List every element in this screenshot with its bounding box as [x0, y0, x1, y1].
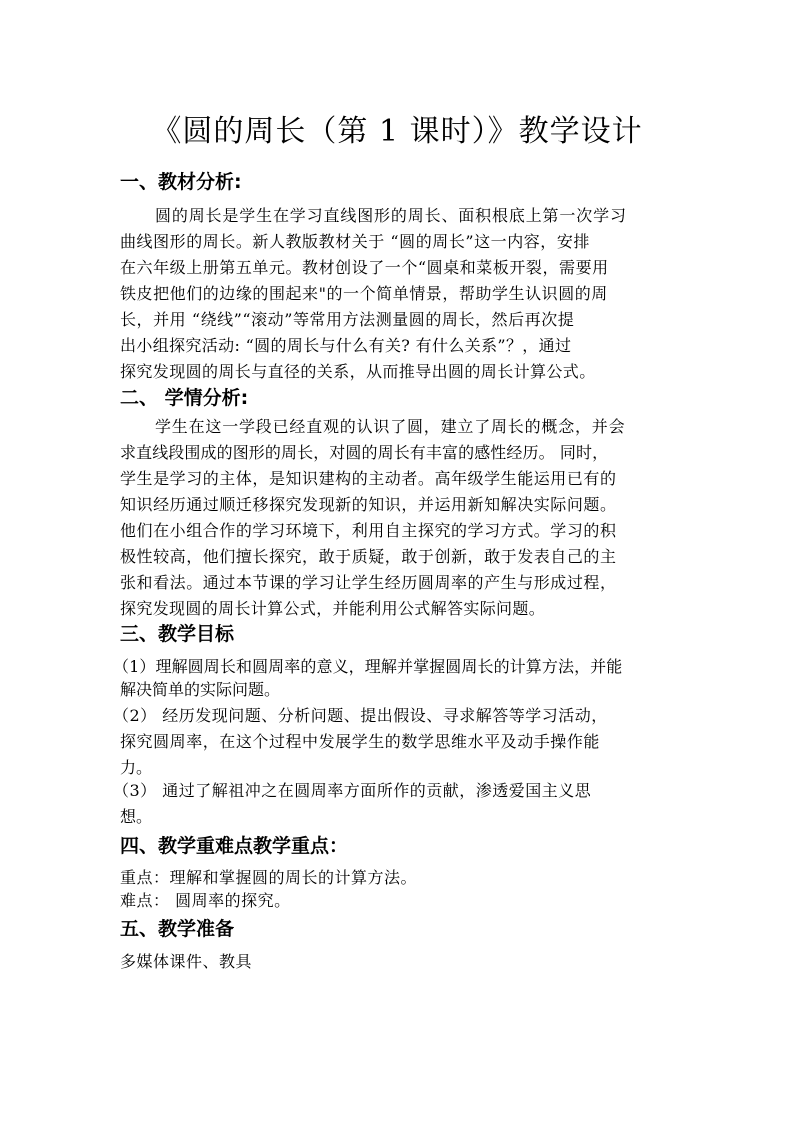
paragraph-line: 探究圆周率，在这个过程中发展学生的数学思维水平及动手操作能: [120, 732, 600, 751]
paragraph-line: 知识经历通过顺迁移探究发现新的知识，并运用新知解决实际问题。: [120, 495, 617, 514]
paragraph-line: 在六年级上册第五单元。教材创设了一个“圆桌和菜板开裂，需要用: [120, 258, 609, 277]
paragraph-line: 探究发现圆的周长计算公式，并能利用公式解答实际问题。: [120, 599, 546, 618]
paragraph-line: 出小组探究活动: “圆的周长与什么有关? 有什么关系”？，通过: [120, 336, 572, 355]
paragraph-line: 长，并用 “绕线”“滚动”等常用方法测量圆的周长，然后再次提: [120, 310, 575, 329]
section-heading-student-analysis: 二、 学情分析:: [120, 387, 249, 409]
paragraph-line: 圆的周长是学生在学习直线图形的周长、面积根底上第一次学习: [155, 206, 627, 225]
paragraph-line: （2） 经历发现问题、分析问题、提出假设、寻求解答等学习活动，: [113, 706, 608, 725]
paragraph-line: 他们在小组合作的学习环境下，利用自主探究的学习方式。学习的积: [120, 521, 617, 540]
paragraph-line: 学生在这一学段已经直观的认识了圆，建立了周长的概念，并会: [155, 417, 626, 436]
paragraph-line: 力。: [120, 758, 153, 777]
paragraph-line: （3） 通过了解祖冲之在圆周率方面所作的贡献，渗透爱国主义思: [113, 781, 592, 800]
document-title: 《圆的周长（第 1 课时）》教学设计: [151, 114, 643, 149]
paragraph-line: 想。: [120, 807, 153, 826]
paragraph-line: 张和看法。通过本节课的学习让学生经历圆周率的产生与形成过程，: [120, 573, 617, 592]
section-heading-key-difficult-points: 四、教学重难点教学重点：: [120, 835, 349, 857]
paragraph-line: 难点： 圆周率的探究。: [120, 891, 291, 910]
paragraph-line: 多媒体课件、教具: [120, 952, 253, 971]
paragraph-line: 曲线图形的周长。新人教版教材关于 “圆的周长”这一内容，安排: [120, 232, 590, 251]
paragraph-line: 探究发现圆的周长与直径的关系，从而推导出圆的周长计算公式。: [120, 362, 596, 381]
section-heading-teaching-preparation: 五、教学准备: [120, 918, 235, 940]
paragraph-line: 解决简单的实际问题。: [120, 680, 281, 699]
section-heading-textbook-analysis: 一、教材分析:: [120, 171, 242, 193]
paragraph-line: 重点：理解和掌握圆的周长的计算方法。: [120, 868, 418, 887]
paragraph-line: 求直线段围成的图形的周长，对圆的周长有丰富的感性经历。 同时，: [120, 443, 609, 462]
paragraph-line: 学生是学习的主体，是知识建构的主动者。高年级学生能运用已有的: [120, 469, 617, 488]
section-heading-teaching-objectives: 三、教学目标: [120, 623, 235, 645]
paragraph-line: 极性较高，他们擅长探究，敢于质疑，敢于创新，敢于发表自己的主: [120, 547, 617, 566]
paragraph-line: 铁皮把他们的边缘的围起来"的一个简单情景，帮助学生认识圆的周: [120, 284, 608, 303]
paragraph-line: （1）理解圆周长和圆周率的意义，理解并掌握圆周长的计算方法，并能: [113, 657, 623, 676]
